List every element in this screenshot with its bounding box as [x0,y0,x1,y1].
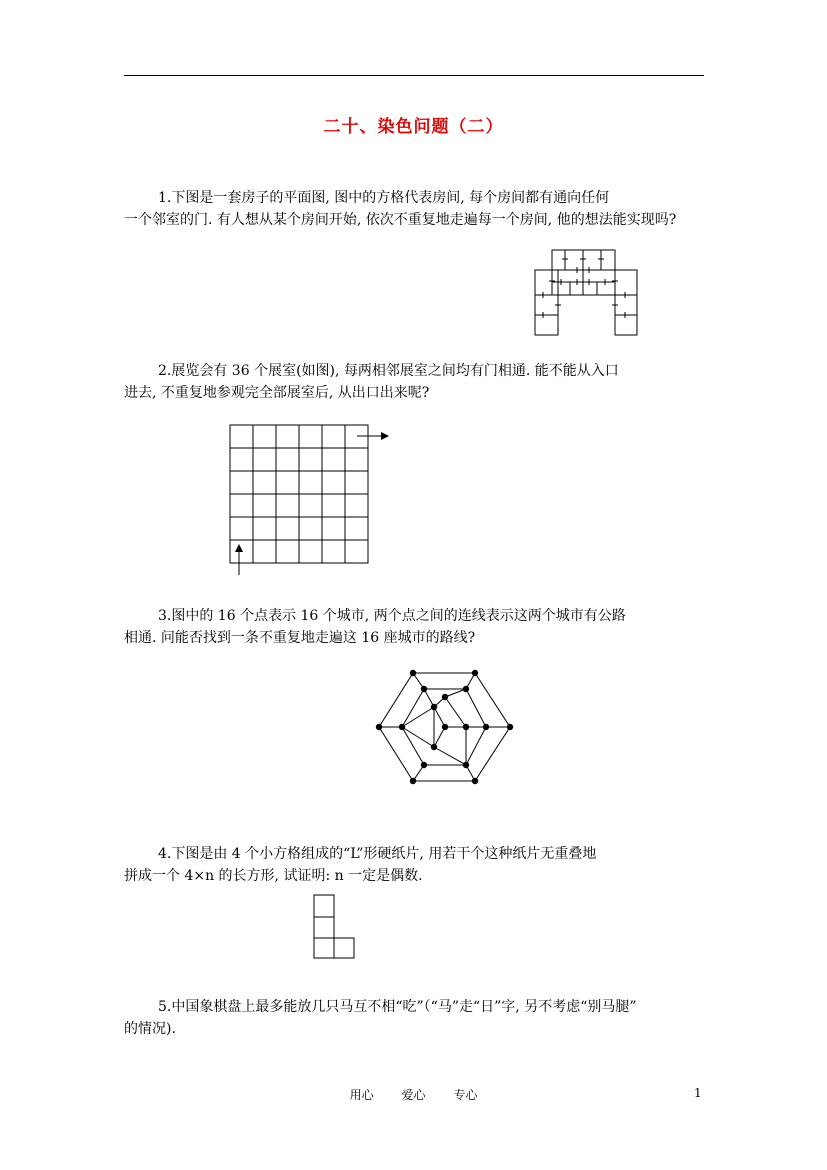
question-2-line2: 进去, 不重复地参观完全部展室后, 从出口出来呢? [124,385,430,401]
question-2 [124,360,724,404]
page-title: 二十、染色问题（二） [323,117,504,137]
city-graph-figure [370,665,520,785]
question-4-line2: 拼成一个 4×n 的长方形, 试证明: n 一定是偶数. [124,868,423,884]
footer-text-a: 用心 [349,1088,374,1102]
floor-plan-figure [525,245,645,340]
question-5-line1: 中国象棋盘上最多能放几只马互不相“吃”（“马”走“日”字, 另不考虑“别马腿” [171,999,637,1015]
question-1-line2: 一个邻室的门. 有人想从某个房间开始, 依次不重复地走遍每一个房间, 他的想法能实现吗? [124,212,677,228]
question-5-number: 5. [158,999,172,1015]
footer-text-c: 专心 [453,1088,478,1102]
question-2-number: 2. [158,363,172,379]
page-footer [0,1086,827,1103]
question-4-number: 4. [158,846,172,862]
question-3 [124,605,724,649]
question-1-number: 1. [158,190,172,206]
question-5-line2: 的情况). [124,1021,176,1037]
question-3-line1: 图中的 16 个点表示 16 个城市, 两个点之间的连线表示这两个城市有公路 [171,608,626,624]
question-1-line1: 下图是一套房子的平面图, 图中的方格代表房间, 每个房间都有通向任何 [171,190,610,206]
question-5 [124,996,724,1040]
header-rule [124,75,704,76]
l-shape-figure [310,890,360,962]
question-4 [124,843,724,887]
question-4-line1: 下图是由 4 个小方格组成的“L”形硬纸片, 用若干个这种纸片无重叠地 [171,846,597,862]
question-1 [124,187,724,231]
page-number: 1 [694,1086,702,1100]
question-2-line1: 展览会有 36 个展室(如图), 每两相邻展室之间均有门相通. 能不能从入口 [171,363,619,379]
question-3-line2: 相通. 问能否找到一条不重复地走遍这 16 座城市的路线? [124,630,476,646]
footer-text-b: 爱心 [401,1088,426,1102]
exhibition-grid-figure [225,420,400,580]
question-3-number: 3. [158,608,172,624]
